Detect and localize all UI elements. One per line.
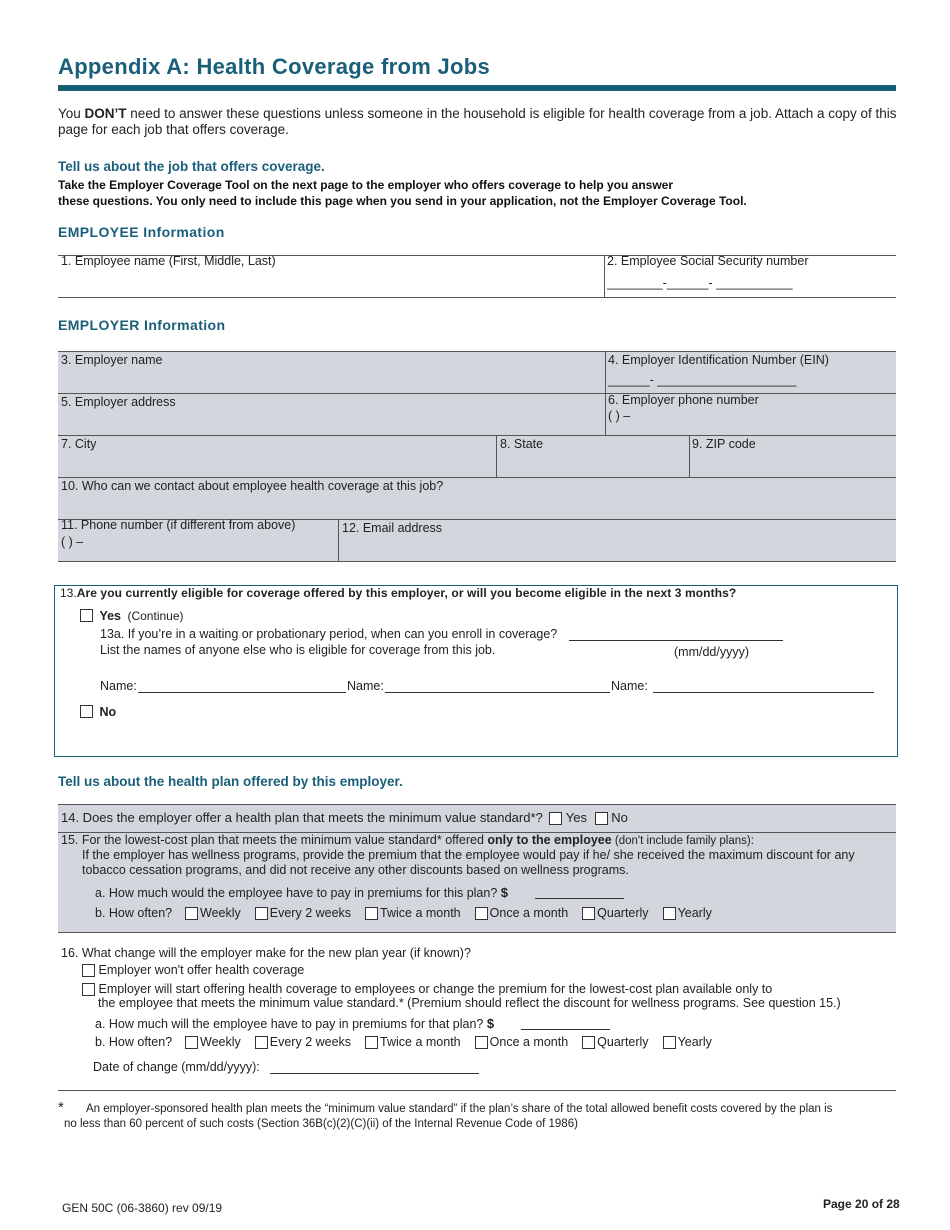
q15a-row xyxy=(95,885,508,900)
q13-question xyxy=(60,586,736,600)
zip-label: 9. ZIP code xyxy=(692,437,756,451)
divider xyxy=(58,932,896,933)
q16a-dollar: $ xyxy=(486,1016,495,1031)
intro-pre: You xyxy=(58,106,85,121)
q16-option-2-line-1: Employer will start offering health coverage to employees or change the premium for the lowest-cost plan available only to xyxy=(98,982,773,996)
q14-no-checkbox[interactable] xyxy=(595,812,608,825)
employee-name-label: 1. Employee name (First, Middle, Last) xyxy=(61,254,276,268)
q15b-option-yearly[interactable] xyxy=(663,906,712,920)
q13-no-option[interactable] xyxy=(80,703,116,721)
intro-post: need to answer these questions unless someone in the household is eligible for health coverage from a job. Attach a copy of this page for each job that offers coverage. xyxy=(58,106,897,137)
divider xyxy=(58,393,896,394)
intro-emph: DON’T xyxy=(84,106,127,121)
q13-no-checkbox[interactable] xyxy=(80,705,93,718)
q13-no-label: No xyxy=(99,705,117,719)
intro-text xyxy=(58,106,898,138)
footnote-line-2: no less than 60 percent of such costs (Section 36B(c)(2)(C)(ii) of the Internal Revenue Code of 1986) xyxy=(64,1118,578,1130)
divider xyxy=(605,351,606,435)
job-heading: Tell us about the job that offers coverage. xyxy=(58,159,325,174)
q15-post: (don't include family plans): xyxy=(611,835,754,847)
q15b-option-quarterly[interactable] xyxy=(582,906,648,920)
q16b-option-twice-a-month[interactable] xyxy=(365,1035,461,1049)
q16-option-2-line-2: the employee that meets the minimum value standard.* (Premium should reflect the discount for wellness programs. See question 15.) xyxy=(98,996,841,1010)
q14-no-label: No xyxy=(611,810,628,825)
q15b-option-label: Quarterly xyxy=(597,906,649,920)
q16-option-1-checkbox[interactable] xyxy=(82,964,95,977)
q16b-checkbox-0[interactable] xyxy=(185,1036,198,1049)
q13-yes-checkbox[interactable] xyxy=(80,609,93,622)
q15-emph: only to the employee xyxy=(487,833,612,847)
q15b-option-label: Once a month xyxy=(489,906,569,920)
name-field-3[interactable] xyxy=(653,692,874,693)
contact-label: 10. Who can we contact about employee health coverage at this job? xyxy=(61,479,444,493)
name-label-2: Name: xyxy=(347,679,384,693)
employer-name-label: 3. Employer name xyxy=(61,353,163,367)
q15b-checkbox-1[interactable] xyxy=(255,907,268,920)
q16-option-1-label: Employer won't offer health coverage xyxy=(98,963,305,977)
q15a-text: a. How much would the employee have to pay in premiums for this plan? xyxy=(95,886,498,900)
q16-date-field[interactable] xyxy=(270,1073,479,1074)
q16b-label: b. How often? xyxy=(95,1035,173,1049)
q14-yes-label: Yes xyxy=(565,810,587,825)
q15b-checkbox-5[interactable] xyxy=(663,907,676,920)
q15b-option-every-2-weeks[interactable] xyxy=(255,906,351,920)
q16b-checkbox-5[interactable] xyxy=(663,1036,676,1049)
q15b-option-label: Weekly xyxy=(200,906,241,920)
q16b-option-once-a-month[interactable] xyxy=(475,1035,569,1049)
email-label: 12. Email address xyxy=(342,521,443,535)
q16b-option-label: Every 2 weeks xyxy=(269,1035,352,1049)
ein-field[interactable]: ______- ____________________ xyxy=(608,373,797,387)
q16a-text: a. How much will the employee have to pay in premiums for that plan? xyxy=(95,1017,484,1031)
form-id: GEN 50C (06-3860) rev 09/19 xyxy=(62,1201,223,1215)
q16-option-2-checkbox[interactable] xyxy=(82,983,95,996)
q15b-option-label: Every 2 weeks xyxy=(269,906,352,920)
q16b-frequency-options xyxy=(185,1035,726,1049)
page-number: Page 20 of 28 xyxy=(823,1197,900,1211)
q15b-checkbox-0[interactable] xyxy=(185,907,198,920)
q13-continue-label: (Continue) xyxy=(127,609,184,623)
divider xyxy=(58,435,896,436)
divider xyxy=(58,1090,896,1091)
divider xyxy=(58,804,896,805)
q13-yes-option[interactable] xyxy=(80,607,184,625)
q16-option-1[interactable] xyxy=(82,963,304,977)
q15b-option-label: Twice a month xyxy=(380,906,461,920)
q16b-option-every-2-weeks[interactable] xyxy=(255,1035,351,1049)
employer-phone-field[interactable]: ( ) – xyxy=(608,409,631,423)
plan-heading: Tell us about the health plan offered by this employer. xyxy=(58,774,403,789)
q15-wellness-text: If the employer has wellness programs, provide the premium that the employee would pay if he/ she received the maximum discount for any tobacco cessation programs, and did not receive any other discounts based on wellness programs. xyxy=(82,848,855,877)
q15b-frequency-options xyxy=(185,906,726,920)
employer-section-heading: EMPLOYER Information xyxy=(58,317,226,333)
q16b-checkbox-3[interactable] xyxy=(475,1036,488,1049)
q13a-text: 13a. If you’re in a waiting or probationary period, when can you enroll in coverage? xyxy=(100,627,558,641)
divider xyxy=(58,561,896,562)
footnote-star: * xyxy=(58,1099,64,1116)
q13a-date-format: (mm/dd/yyyy) xyxy=(674,645,749,659)
state-label: 8. State xyxy=(500,437,544,451)
q13-list-names: List the names of anyone else who is eligible for coverage from this job. xyxy=(100,643,496,657)
name-field-1[interactable] xyxy=(138,692,346,693)
divider xyxy=(58,351,896,352)
employee-ssn-field[interactable]: ________-______- ___________ xyxy=(607,276,793,290)
q15a-dollar: $ xyxy=(500,885,509,900)
q15b-checkbox-2[interactable] xyxy=(365,907,378,920)
q15-text xyxy=(61,833,754,847)
divider xyxy=(338,519,339,561)
q15-pre: 15. For the lowest-cost plan that meets the minimum value standard* offered xyxy=(61,833,488,847)
q15b-option-once-a-month[interactable] xyxy=(475,906,569,920)
q15b-label: b. How often? xyxy=(95,906,173,920)
q16b-option-label: Yearly xyxy=(677,1035,712,1049)
q14-row xyxy=(61,810,628,825)
job-instruction xyxy=(58,177,898,209)
name-field-2[interactable] xyxy=(385,692,610,693)
q13-yes-label: Yes xyxy=(99,609,122,623)
q13-number: 13. xyxy=(60,586,77,600)
page-title: Appendix A: Health Coverage from Jobs xyxy=(58,54,491,79)
city-label: 7. City xyxy=(61,437,97,451)
q16-date-label: Date of change (mm/dd/yyyy): xyxy=(93,1060,260,1074)
q16b-option-label: Once a month xyxy=(489,1035,569,1049)
q14-yes-checkbox[interactable] xyxy=(549,812,562,825)
q16a-row xyxy=(95,1016,494,1031)
q13a-date-field[interactable] xyxy=(569,640,783,641)
employer-address-label: 5. Employer address xyxy=(61,395,176,409)
ein-label: 4. Employer Identification Number (EIN) xyxy=(608,353,829,367)
employer-phone-label: 6. Employer phone number xyxy=(608,393,759,407)
job-instruction-line-2: these questions. You only need to include this page when you send in your application, not the Employer Coverage Tool. xyxy=(58,194,747,208)
name-label-3: Name: xyxy=(611,679,648,693)
q13-text: Are you currently eligible for coverage offered by this employer, or will you become eligible in the next 3 months? xyxy=(76,586,737,600)
q16-option-2[interactable] xyxy=(82,982,772,996)
q16b-checkbox-2[interactable] xyxy=(365,1036,378,1049)
q15b-option-weekly[interactable] xyxy=(185,906,241,920)
employee-section-heading: EMPLOYEE Information xyxy=(58,224,225,240)
q15b-checkbox-4[interactable] xyxy=(582,907,595,920)
q16b-option-label: Twice a month xyxy=(380,1035,461,1049)
phone2-field[interactable]: ( ) – xyxy=(61,535,84,549)
employee-name-field[interactable] xyxy=(58,266,602,296)
employee-ssn-label: 2. Employee Social Security number xyxy=(607,254,809,268)
title-rule xyxy=(58,85,896,91)
q15b-option-label: Yearly xyxy=(677,906,712,920)
divider xyxy=(58,297,896,298)
q16a-amount-field[interactable] xyxy=(521,1029,610,1030)
divider xyxy=(58,477,896,478)
q16b-option-label: Quarterly xyxy=(597,1035,649,1049)
divider xyxy=(604,255,605,297)
job-instruction-line-1: Take the Employer Coverage Tool on the next page to the employer who offers coverage to help you answer xyxy=(58,178,674,192)
q16b-option-quarterly[interactable] xyxy=(582,1035,648,1049)
name-label-1: Name: xyxy=(100,679,137,693)
divider xyxy=(496,435,497,477)
q15a-amount-field[interactable] xyxy=(535,898,624,899)
phone2-label: 11. Phone number (if different from above) xyxy=(61,518,296,532)
q16b-checkbox-4[interactable] xyxy=(582,1036,595,1049)
q15b-checkbox-3[interactable] xyxy=(475,907,488,920)
q15b-option-twice-a-month[interactable] xyxy=(365,906,461,920)
footnote-line-1: An employer-sponsored health plan meets the “minimum value standard” if the plan’s share of the total allowed benefit costs covered by the plan is xyxy=(86,1103,833,1115)
divider xyxy=(689,435,690,477)
q16b-option-yearly[interactable] xyxy=(663,1035,712,1049)
q14-text: 14. Does the employer offer a health plan that meets the minimum value standard*? xyxy=(61,810,543,825)
q16b-option-weekly[interactable] xyxy=(185,1035,241,1049)
q16-text: 16. What change will the employer make for the new plan year (if known)? xyxy=(61,946,471,960)
q16b-option-label: Weekly xyxy=(200,1035,241,1049)
q16b-checkbox-1[interactable] xyxy=(255,1036,268,1049)
